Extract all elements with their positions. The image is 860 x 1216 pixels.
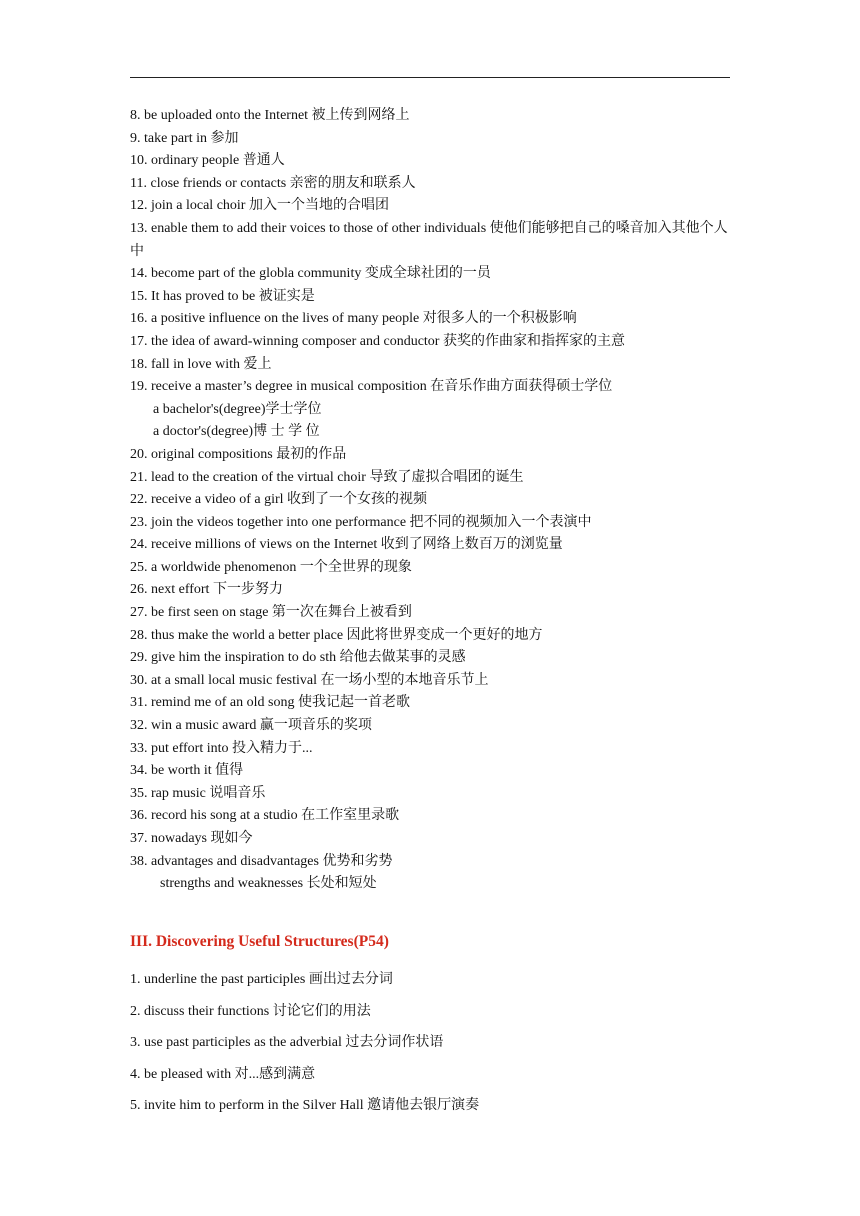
list-item-sub: a doctor's(degree)博 士 学 位: [153, 424, 320, 440]
list-item: 22. receive a video of a girl 收到了一个女孩的视频: [130, 492, 428, 508]
list-item: 31. remind me of an old song 使我记起一首老歌: [130, 695, 410, 711]
list-item: 18. fall in love with 爱上: [130, 356, 272, 372]
list-item: 19. receive a master’s degree in musical composition 在音乐作曲方面获得硕士学位: [130, 379, 613, 395]
list-item: 9. take part in 参加: [130, 130, 239, 146]
list-item: 33. put effort into 投入精力于...: [130, 740, 313, 756]
list-item: 21. lead to the creation of the virtual choir 导致了虚拟合唱团的诞生: [130, 469, 524, 485]
list-item: 26. next effort 下一步努力: [130, 582, 283, 598]
list-item: 14. become part of the globla community 变成全球社团的一员: [130, 266, 491, 282]
list-item: 4. be pleased with 对...感到满意: [130, 1066, 316, 1082]
list-item: 15. It has proved to be 被证实是: [130, 288, 315, 304]
list-item: 3. use past participles as the adverbial 过去分词作状语: [130, 1035, 444, 1050]
list-item: 25. a worldwide phenomenon 一个全世界的现象: [130, 559, 412, 575]
list-item: 32. win a music award 赢一项音乐的奖项: [130, 718, 372, 734]
list-item: 2. discuss their functions 讨论它们的用法: [130, 1003, 371, 1019]
list-item-sub: strengths and weaknesses 长处和短处: [160, 876, 377, 892]
list-item: 12. join a local choir 加入一个当地的合唱团: [130, 198, 389, 214]
list-item: 20. original compositions 最初的作品: [130, 446, 347, 462]
list-item: 5. invite him to perform in the Silver Hall 邀请他去银厅演奏: [130, 1098, 480, 1113]
list-item: 34. be worth it 值得: [130, 763, 244, 779]
header-rule: [130, 77, 730, 78]
list-item: 17. the idea of award-winning composer and conductor 获奖的作曲家和指挥家的主意: [130, 333, 625, 349]
list-item: 23. join the videos together into one performance 把不同的视频加入一个表演中: [130, 514, 592, 530]
list-item: 1. underline the past participles 画出过去分词: [130, 972, 393, 987]
list-item: 29. give him the inspiration to do sth 给他去做某事的灵感: [130, 650, 466, 666]
section-heading: III. Discovering Useful Structures(P54): [130, 933, 389, 950]
list-item: 10. ordinary people 普通人: [130, 153, 285, 169]
list-item: 27. be first seen on stage 第一次在舞台上被看到: [130, 605, 412, 621]
list-item: 11. close friends or contacts 亲密的朋友和联系人: [130, 175, 416, 191]
list-item: 24. receive millions of views on the Internet 收到了网络上数百万的浏览量: [130, 537, 563, 553]
list-item: 16. a positive influence on the lives of many people 对很多人的一个积极影响: [130, 311, 577, 327]
list-item: 35. rap music 说唱音乐: [130, 785, 266, 801]
list-item: 38. advantages and disadvantages 优势和劣势: [130, 853, 393, 869]
list-item: 36. record his song at a studio 在工作室里录歌: [130, 808, 400, 824]
list-item: 13. enable them to add their voices to those of other individuals 使他们能够把自己的嗓音加入其他个人中: [130, 220, 728, 259]
list-item: 37. nowadays 现如今: [130, 831, 253, 846]
list-item: 30. at a small local music festival 在一场小型的本地音乐节上: [130, 672, 489, 688]
list-item: 8. be uploaded onto the Internet 被上传到网络上: [130, 108, 410, 123]
list-item: 28. thus make the world a better place 因此将世界变成一个更好的地方: [130, 627, 543, 643]
structures-list: [130, 964, 479, 1122]
vocabulary-list: [130, 105, 732, 896]
list-item-sub: a bachelor's(degree)学士学位: [153, 401, 322, 417]
